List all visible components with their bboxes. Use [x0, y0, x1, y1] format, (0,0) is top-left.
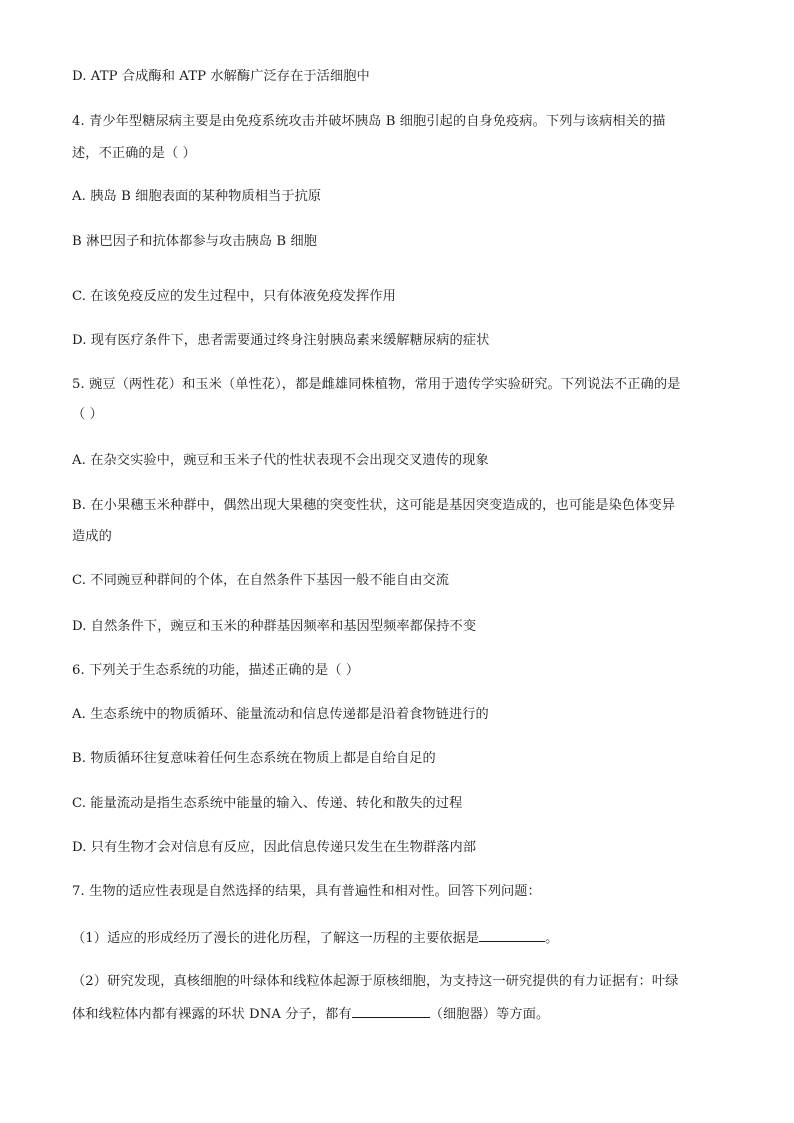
q7-part1	[72, 927, 722, 949]
q7-part2-answer-blank[interactable]	[352, 1003, 430, 1018]
q7-part2-line1: （2）研究发现，真核细胞的叶绿体和线粒体起源于原核细胞，为支持这一研究提供的有力证据有：叶绿	[72, 974, 679, 989]
q7-stem: 7. 生物的适应性表现是自然选择的结果，具有普遍性和相对性。回答下列问题：	[72, 884, 541, 899]
q5-option-b-line1: B. 在小果穗玉米种群中，偶然出现大果穗的突变性状，这可能是基因突变造成的，也可能是染色体变异	[72, 498, 676, 513]
q7-part1-suffix: 。	[545, 931, 559, 946]
q5-option-b-line2: 造成的	[72, 529, 112, 544]
q7-part2-text: 体和线粒体内都有裸露的环状 DNA 分子，都有	[72, 1007, 352, 1022]
q4-stem-line2: 述，不正确的是（ ）	[72, 146, 196, 161]
q5-stem-line1: 5. 豌豆（两性花）和玉米（单性花），都是雌雄同株植物，常用于遗传学实验研究。下列说法不正确的是	[72, 377, 681, 392]
q4-stem-line1: 4. 青少年型糖尿病主要是由免疫系统攻击并破坏胰岛 B 细胞引起的自身免疫病。下列与该病相关的描	[72, 114, 666, 129]
q7-part1-answer-blank[interactable]	[479, 927, 545, 942]
q6-option-c: C. 能量流动是指生态系统中能量的输入、传递、转化和散失的过程	[72, 796, 463, 811]
q5-option-a: A. 在杂交实验中，豌豆和玉米子代的性状表现不会出现交叉遗传的现象	[72, 453, 489, 468]
q3-option-d: D. ATP 合成酶和 ATP 水解酶广泛存在于活细胞中	[72, 69, 370, 84]
q6-option-b: B. 物质循环往复意味着任何生态系统在物质上都是自给自足的	[72, 751, 436, 766]
q6-stem: 6. 下列关于生态系统的功能，描述正确的是（ ）	[72, 663, 360, 678]
q4-option-c: C. 在该免疫反应的发生过程中，只有体液免疫发挥作用	[72, 289, 396, 304]
q5-option-d: D. 自然条件下，豌豆和玉米的种群基因频率和基因型频率都保持不变	[72, 619, 477, 634]
q4-option-d: D. 现有医疗条件下，患者需要通过终身注射胰岛素来缓解糖尿病的症状	[72, 333, 490, 348]
q5-stem-line2: （ ）	[72, 407, 103, 422]
q4-option-b: B 淋巴因子和抗体都参与攻击胰岛 B 细胞	[72, 234, 318, 249]
q6-option-a: A. 生态系统中的物质循环、能量流动和信息传递都是沿着食物链进行的	[72, 707, 489, 722]
q7-part1-text: （1）适应的形成经历了漫长的进化历程，了解这一历程的主要依据是	[72, 931, 480, 946]
q7-part2-line2	[72, 1003, 722, 1025]
q4-option-a: A. 胰岛 B 细胞表面的某种物质相当于抗原	[72, 189, 322, 204]
q5-option-c: C. 不同豌豆种群间的个体，在自然条件下基因一般不能自由交流	[72, 573, 450, 588]
q7-part2-suffix: （细胞器）等方面。	[429, 1007, 550, 1022]
q6-option-d: D. 只有生物才会对信息有反应，因此信息传递只发生在生物群落内部	[72, 840, 477, 855]
